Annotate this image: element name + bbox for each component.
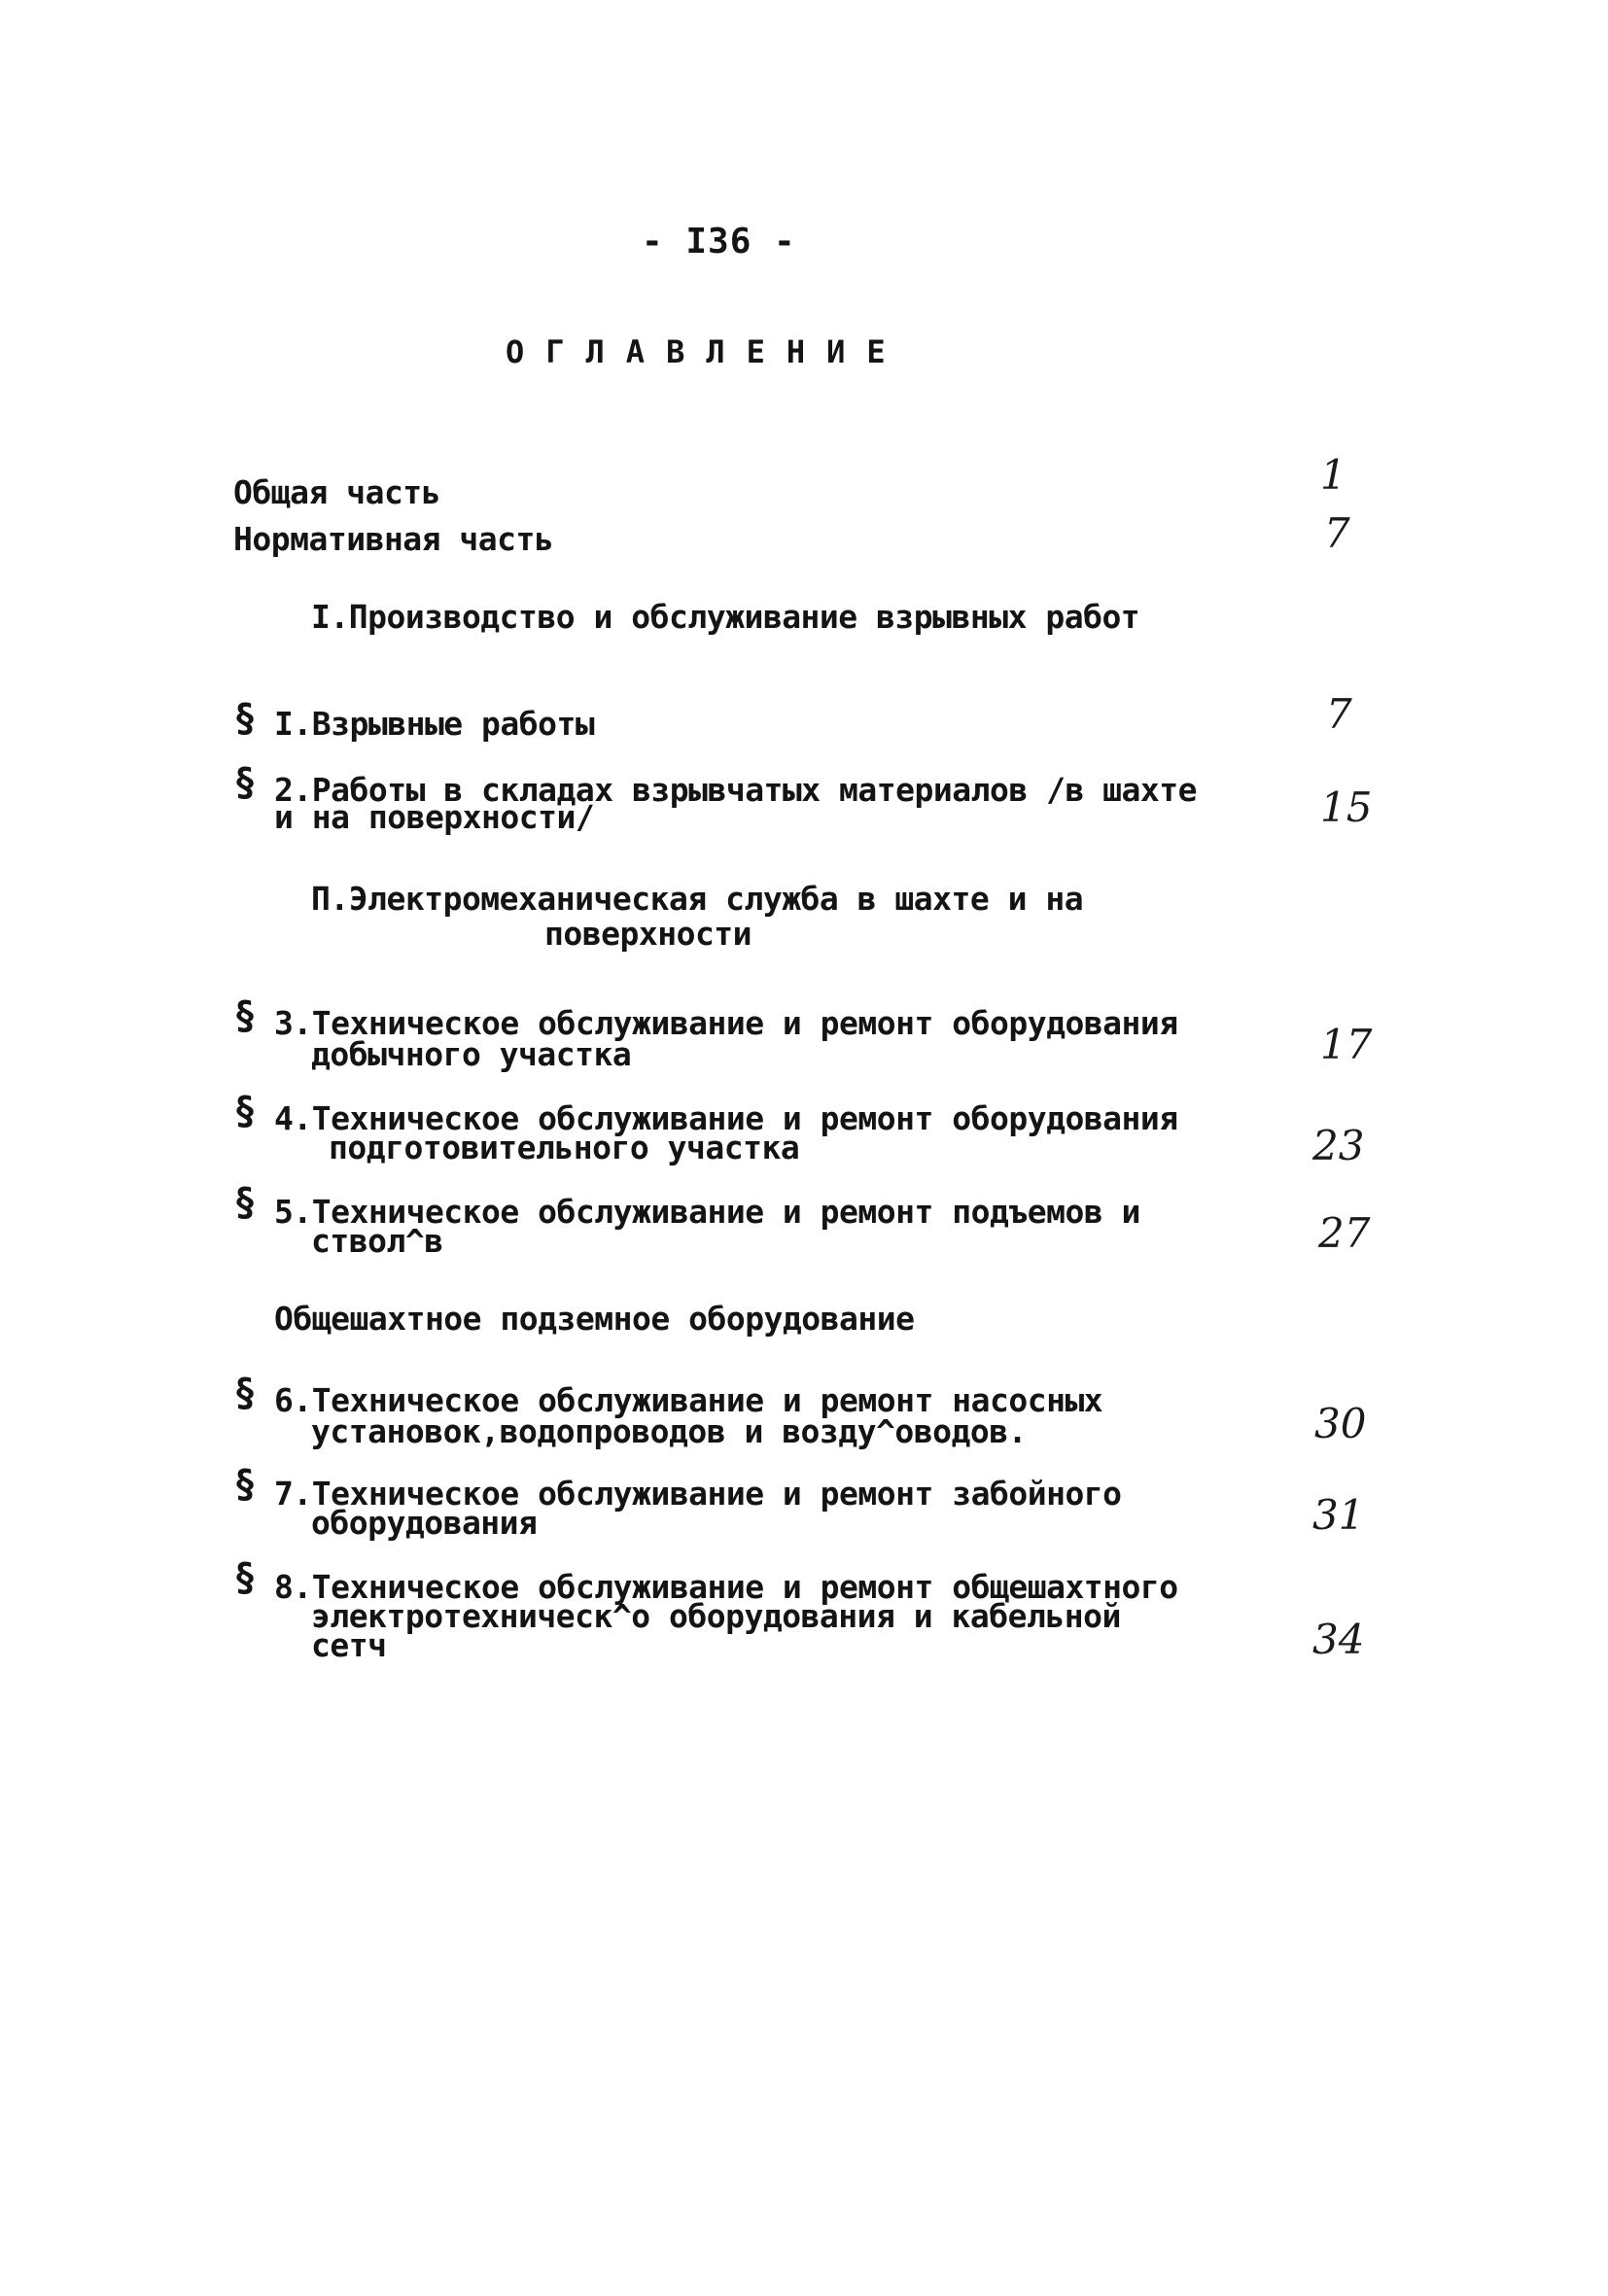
paragraph-mark: §: [233, 1180, 257, 1225]
toc-page-number: 17: [1320, 1021, 1373, 1068]
toc-section-heading-line-1: П.Электромеханическая служба в шахте и на: [311, 880, 1084, 918]
toc-entry-label-line-1: 7.Техническое обслуживание и ремонт забойного: [274, 1475, 1122, 1513]
toc-section-heading: I.Производство и обслуживание взрывных работ: [311, 598, 1140, 636]
paragraph-mark: §: [233, 993, 257, 1038]
toc-entry-label-line-1: 3.Техническое обслуживание и ремонт оборудования: [274, 1004, 1178, 1042]
toc-entry-label: Общая часть: [233, 473, 441, 511]
toc-entry-label-line-1: 6.Техническое обслуживание и ремонт насосных: [274, 1381, 1103, 1419]
toc-page-number: 23: [1312, 1122, 1365, 1169]
paragraph-mark: §: [233, 696, 257, 741]
toc-entry-label-line-3: сетч: [311, 1626, 387, 1664]
paragraph-mark: §: [233, 1555, 257, 1600]
toc-page-number: 15: [1320, 783, 1373, 831]
toc-entry-label: I.Взрывные работы: [274, 705, 595, 743]
toc-entry-label-line-2: и на поверхности/: [274, 798, 595, 836]
toc-entry-label-line-2: ствол^в: [311, 1222, 443, 1260]
toc-page-number: 1: [1320, 451, 1346, 499]
toc-page-number: 7: [1326, 690, 1352, 738]
paragraph-mark: §: [233, 1089, 257, 1133]
page-number: - I36 -: [642, 222, 796, 261]
paragraph-mark: §: [233, 1371, 257, 1415]
paragraph-mark: §: [233, 760, 257, 805]
document-title: ОГЛАВЛЕНИЕ: [506, 333, 907, 370]
toc-entry-label-line-2: установок,водопроводов и возду^оводов.: [311, 1412, 1027, 1450]
toc-page-number: 34: [1312, 1616, 1365, 1663]
toc-entry-label-line-2: добычного участка: [311, 1035, 632, 1073]
toc-entry-label-line-1: 2.Работы в складах взрывчатых материалов /в шахте: [274, 771, 1198, 809]
toc-section-heading-line-2: поверхности: [544, 915, 752, 953]
toc-entry-label-line-1: 4.Техническое обслуживание и ремонт оборудования: [274, 1099, 1178, 1137]
toc-entry-label-line-2: оборудования: [311, 1504, 538, 1542]
toc-entry-label-line-2: электротехническ^о оборудования и кабельной: [311, 1597, 1121, 1635]
toc-entry-label-line-1: 8.Техническое обслуживание и ремонт общешахтного: [274, 1568, 1178, 1606]
toc-page-number: 7: [1324, 509, 1350, 557]
toc-entry-label: Нормативная часть: [233, 520, 554, 558]
toc-page-number: 31: [1312, 1491, 1365, 1539]
toc-page-number: 30: [1314, 1400, 1367, 1447]
toc-entry-label-line-2: подготовительного участка: [329, 1129, 800, 1166]
paragraph-mark: §: [233, 1462, 257, 1507]
toc-page-number: 27: [1318, 1209, 1371, 1257]
toc-entry-label-line-1: 5.Техническое обслуживание и ремонт подъемов и: [274, 1193, 1140, 1231]
toc-section-heading: Общешахтное подземное оборудование: [274, 1300, 915, 1338]
